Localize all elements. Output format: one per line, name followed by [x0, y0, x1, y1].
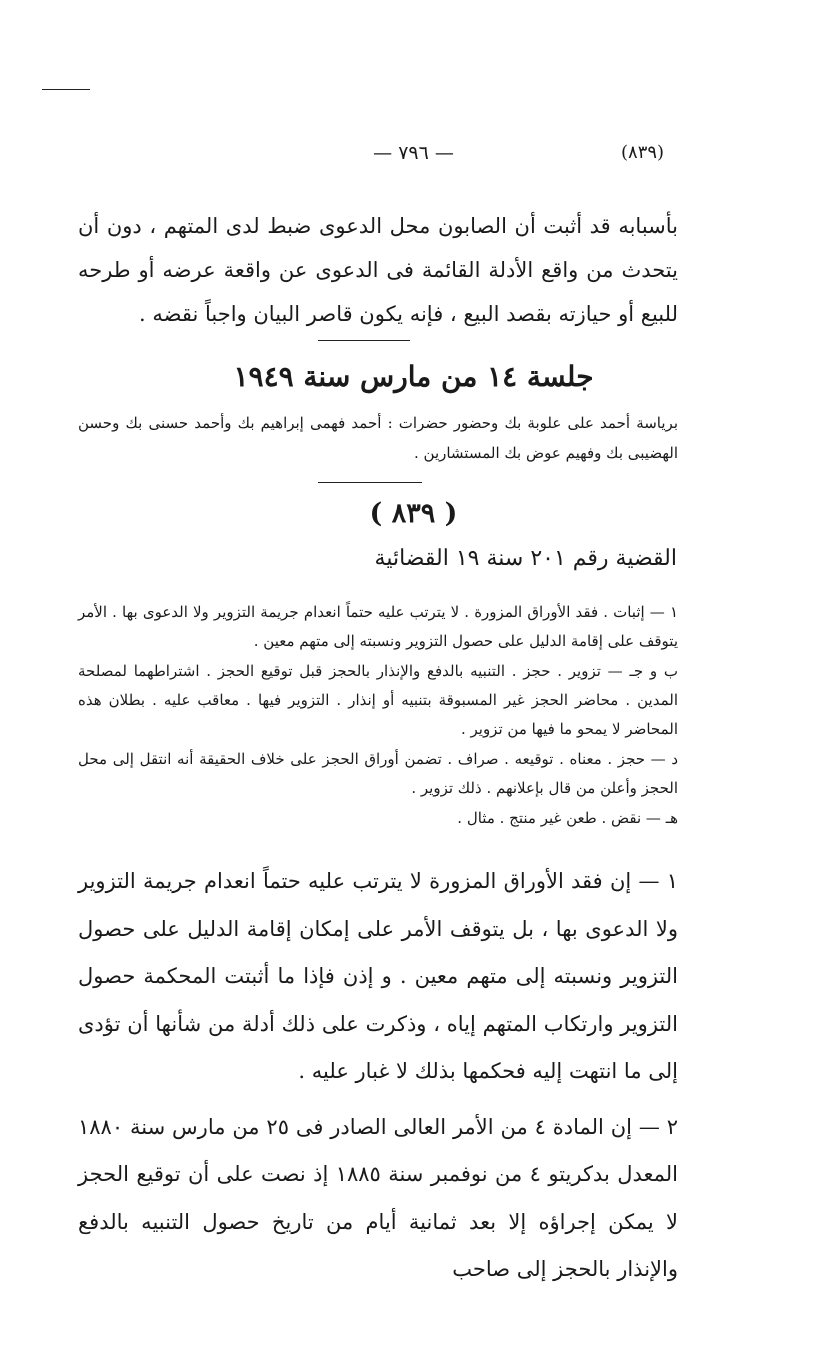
presidency-note: برياسة أحمد على علوبة بك وحضور حضرات : أحمد فهمى إبراهيم بك وأحمد حسنى بك وحسن الهضيبى بك وفهيم عوض بك المستشارين .	[78, 414, 678, 462]
body-paragraph: ١ — إن فقد الأوراق المزورة لا يترتب عليه حتماً انعدام جريمة التزوير ولا الدعوى بها ، بل يتوقف الأمر على إمكان إقامة الدليل على حصول التزوير ونسبته إلى متهم معين . و إذن فإذا ما أثبتت المحكمة حصول التزوير وارتكاب المتهم إياه ، وذكرت على ذلك أدلة من شأنها أن تؤدى إلى ما انتهت إليه فحكمها بذلك لا غبار عليه .	[78, 869, 678, 1083]
body-text	[78, 858, 678, 1302]
top-margin-rule	[42, 89, 90, 90]
session-title: جلسة ١٤ من مارس سنة ١٩٤٩	[233, 360, 594, 393]
summary-item: هـ — نقض . طعن غير منتج . مثال .	[457, 809, 678, 827]
body-paragraph: ٢ — إن المادة ٤ من الأمر العالى الصادر فى ٢٥ من مارس سنة ١٨٨٠ المعدل بدكريتو ٤ من نوفمبر سنة ١٨٨٥ إذ نصت على أن توقيع الحجز لا يمكن إجراؤه إلا بعد ثمانية أيام من تاريخ حصول التنبيه بالدفع والإنذار بالحجز إلى صاحب	[78, 1114, 678, 1281]
summary-item: د — حجز . معناه . توقيعه . صراف . تضمن أوراق الحجز على خلاف الحقيقة أنه انتقل إلى محل الحجز وأعلن من قال بإعلانهم . ذلك تزوير .	[78, 750, 678, 797]
summary-list	[78, 598, 678, 834]
running-case-reference: (٨٣٩)	[621, 142, 665, 163]
section-divider	[318, 340, 410, 341]
summary-item: ١ — إثبات . فقد الأوراق المزورة . لا يترتب عليه حتماً انعدام جريمة التزوير ولا الدعوى بها . الأمر يتوقف على إقامة الدليل على حصول التزوير ونسبته إلى متهم معين .	[78, 603, 678, 650]
page-number: — ٧٩٦ —	[373, 142, 454, 164]
summary-item: ب و جـ — تزوير . حجز . التنبيه بالدفع والإنذار بالحجز قبل توقيع الحجز . اشتراطهما لمصلحة المدين . محاضر الحجز غير المسبوقة بتنبيه أو إنذار . التزوير فيها . معاقب عليه . بطلان هذه المحاضر لا يمحو ما فيها من تزوير .	[78, 662, 678, 738]
ruling-divider	[318, 482, 422, 483]
ruling-number: ( ٨٣٩ )	[369, 498, 458, 529]
intro-paragraph: بأسبابه قد أثبت أن الصابون محل الدعوى ضبط لدى المتهم ، دون أن يتحدث من واقع الأدلة القائمة فى الدعوى عن واقعة عرضه أو طرحه للبيع أو حيازته بقصد البيع ، فإنه يكون قاصر البيان واجباً نقضه .	[78, 214, 678, 326]
case-title: القضية رقم ٢٠١ سنة ١٩ القضائية	[374, 546, 677, 571]
